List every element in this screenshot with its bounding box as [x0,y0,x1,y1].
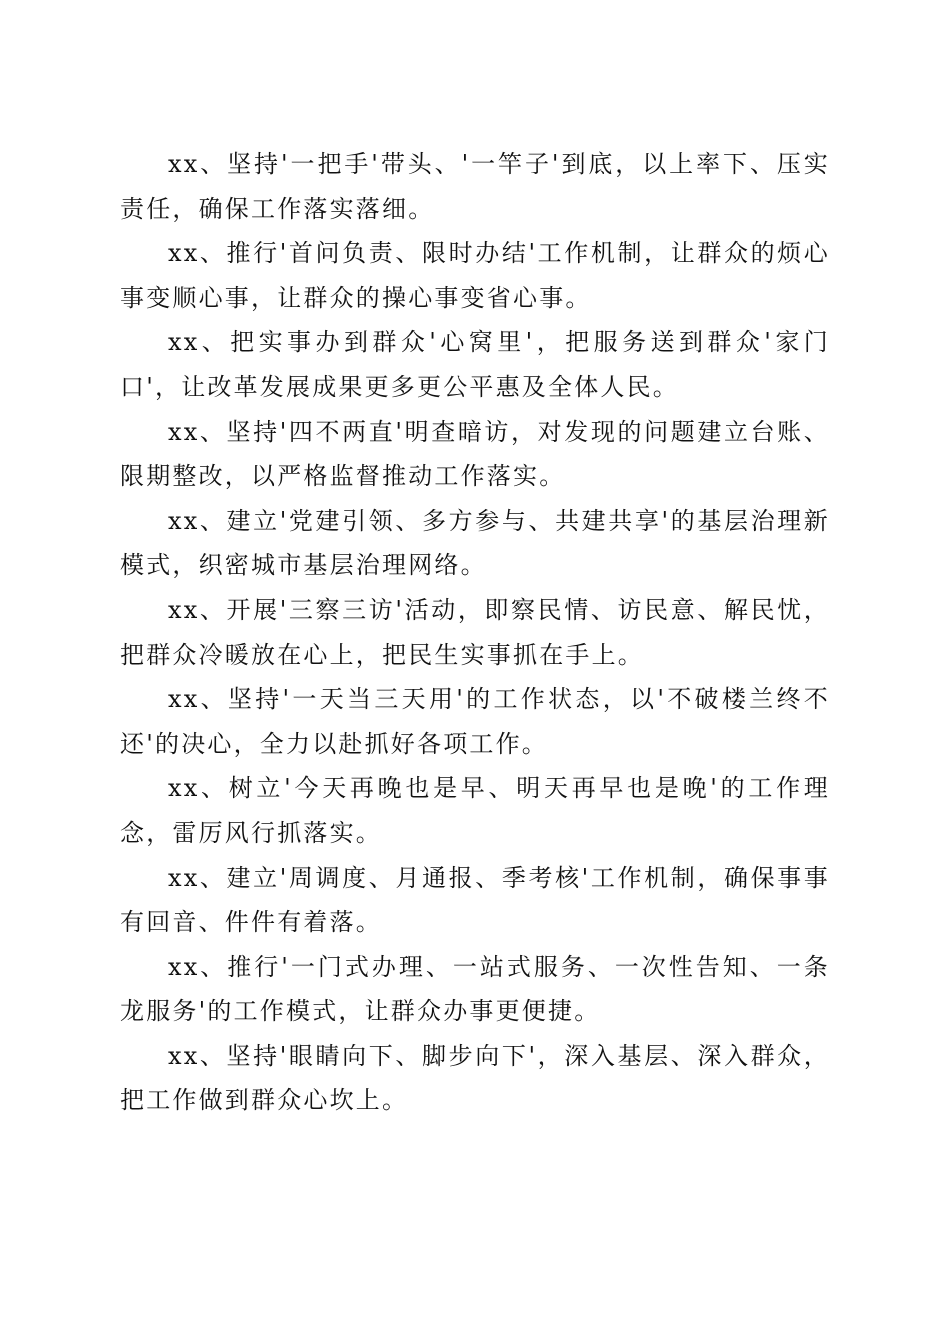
paragraph: xx、坚持'眼睛向下、脚步向下'，深入基层、深入群众，把工作做到群众心坎上。 [120,1041,830,1115]
paragraph: xx、坚持'一天当三天用'的工作状态，以'不破楼兰终不还'的决心，全力以赴抓好各项工作。 [120,685,830,758]
paragraph: xx、树立'今天再晚也是早、明天再早也是晚'的工作理念，雷厉风行抓落实。 [120,774,830,847]
paragraph: xx、开展'三察三访'活动，即察民情、访民意、解民忧，把群众冷暖放在心上，把民生实事抓在手上。 [120,595,830,669]
paragraph: xx、建立'党建引领、多方参与、共建共享'的基层治理新模式，织密城市基层治理网络。 [120,506,830,580]
paragraph: xx、推行'一门式办理、一站式服务、一次性告知、一条龙服务'的工作模式，让群众办事更便捷。 [120,952,830,1026]
paragraph: xx、把实事办到群众'心窝里'，把服务送到群众'家门口'，让改革发展成果更多更公平惠及全体人民。 [120,328,830,401]
paragraph: xx、推行'首问负责、限时办结'工作机制，让群众的烦心事变顺心事，让群众的操心事变省心事。 [120,239,830,312]
paragraph: xx、坚持'四不两直'明查暗访，对发现的问题建立台账、限期整改，以严格监督推动工作落实。 [120,417,830,491]
paragraph: xx、建立'周调度、月通报、季考核'工作机制，确保事事有回音、件件有着落。 [120,863,830,937]
document-body [120,142,830,1123]
paragraph: xx、坚持'一把手'带头、'一竿子'到底，以上率下、压实责任，确保工作落实落细。 [120,150,830,223]
